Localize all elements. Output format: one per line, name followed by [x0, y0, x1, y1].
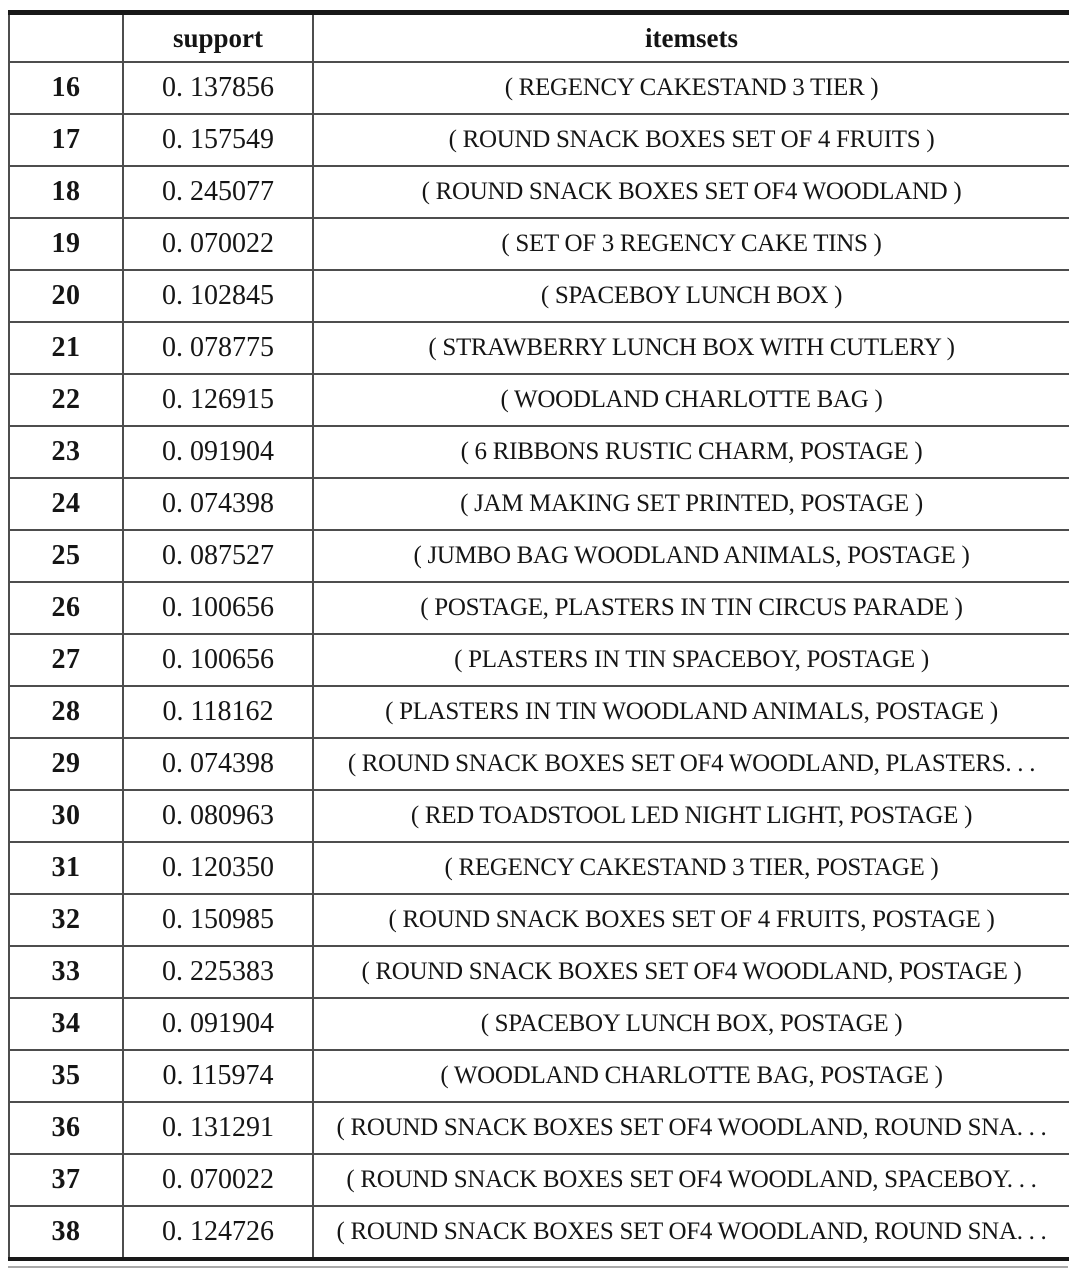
itemsets-cell: ( SPACEBOY LUNCH BOX ) — [313, 270, 1069, 322]
itemsets-cell: ( WOODLAND CHARLOTTE BAG ) — [313, 374, 1069, 426]
support-value-cell: 0. 091904 — [123, 998, 313, 1050]
table-body — [9, 62, 1069, 1259]
support-value-cell: 0. 100656 — [123, 582, 313, 634]
row-index-cell: 22 — [9, 374, 123, 426]
header-row — [9, 13, 1069, 63]
table-row — [9, 894, 1069, 946]
header-cell-support: support — [123, 13, 313, 63]
row-index-cell: 33 — [9, 946, 123, 998]
row-index-cell: 26 — [9, 582, 123, 634]
support-value-cell: 0. 131291 — [123, 1102, 313, 1154]
row-index-cell: 18 — [9, 166, 123, 218]
support-value-cell: 0. 074398 — [123, 478, 313, 530]
row-index-cell: 16 — [9, 62, 123, 114]
table-row — [9, 1154, 1069, 1206]
itemsets-cell: ( REGENCY CAKESTAND 3 TIER, POSTAGE ) — [313, 842, 1069, 894]
itemsets-cell: ( JAM MAKING SET PRINTED, POSTAGE ) — [313, 478, 1069, 530]
support-value-cell: 0. 137856 — [123, 62, 313, 114]
header-cell-index — [9, 13, 123, 63]
row-index-cell: 17 — [9, 114, 123, 166]
table-frame — [8, 10, 1068, 1268]
table-row — [9, 374, 1069, 426]
table-row — [9, 62, 1069, 114]
table-row — [9, 582, 1069, 634]
table-row — [9, 1206, 1069, 1259]
row-index-cell: 35 — [9, 1050, 123, 1102]
table-row — [9, 946, 1069, 998]
support-value-cell: 0. 078775 — [123, 322, 313, 374]
support-value-cell: 0. 118162 — [123, 686, 313, 738]
table-row — [9, 426, 1069, 478]
row-index-cell: 32 — [9, 894, 123, 946]
row-index-cell: 25 — [9, 530, 123, 582]
itemsets-cell: ( ROUND SNACK BOXES SET OF4 WOODLAND, ROUND SNA. . . — [313, 1206, 1069, 1259]
table-row — [9, 218, 1069, 270]
support-value-cell: 0. 102845 — [123, 270, 313, 322]
support-value-cell: 0. 070022 — [123, 1154, 313, 1206]
itemsets-cell: ( ROUND SNACK BOXES SET OF4 WOODLAND, POSTAGE ) — [313, 946, 1069, 998]
row-index-cell: 20 — [9, 270, 123, 322]
table-row — [9, 842, 1069, 894]
row-index-cell: 36 — [9, 1102, 123, 1154]
support-value-cell: 0. 126915 — [123, 374, 313, 426]
itemsets-cell: ( SPACEBOY LUNCH BOX, POSTAGE ) — [313, 998, 1069, 1050]
itemsets-cell: ( ROUND SNACK BOXES SET OF 4 FRUITS ) — [313, 114, 1069, 166]
row-index-cell: 24 — [9, 478, 123, 530]
support-value-cell: 0. 115974 — [123, 1050, 313, 1102]
table-row — [9, 1050, 1069, 1102]
table-row — [9, 686, 1069, 738]
support-value-cell: 0. 225383 — [123, 946, 313, 998]
support-value-cell: 0. 100656 — [123, 634, 313, 686]
row-index-cell: 30 — [9, 790, 123, 842]
row-index-cell: 38 — [9, 1206, 123, 1259]
row-index-cell: 19 — [9, 218, 123, 270]
support-value-cell: 0. 091904 — [123, 426, 313, 478]
table-row — [9, 738, 1069, 790]
itemsets-cell: ( WOODLAND CHARLOTTE BAG, POSTAGE ) — [313, 1050, 1069, 1102]
itemsets-cell: ( ROUND SNACK BOXES SET OF4 WOODLAND, ROUND SNA. . . — [313, 1102, 1069, 1154]
support-value-cell: 0. 087527 — [123, 530, 313, 582]
table-row — [9, 530, 1069, 582]
support-value-cell: 0. 150985 — [123, 894, 313, 946]
support-value-cell: 0. 157549 — [123, 114, 313, 166]
row-index-cell: 31 — [9, 842, 123, 894]
itemsets-cell: ( ROUND SNACK BOXES SET OF4 WOODLAND ) — [313, 166, 1069, 218]
row-index-cell: 37 — [9, 1154, 123, 1206]
row-index-cell: 21 — [9, 322, 123, 374]
itemsets-cell: ( ROUND SNACK BOXES SET OF4 WOODLAND, PLASTERS. . . — [313, 738, 1069, 790]
itemsets-cell: ( PLASTERS IN TIN WOODLAND ANIMALS, POSTAGE ) — [313, 686, 1069, 738]
row-index-cell: 28 — [9, 686, 123, 738]
row-index-cell: 29 — [9, 738, 123, 790]
table-row — [9, 1102, 1069, 1154]
row-index-cell: 23 — [9, 426, 123, 478]
table-header — [9, 13, 1069, 63]
itemsets-cell: ( RED TOADSTOOL LED NIGHT LIGHT, POSTAGE ) — [313, 790, 1069, 842]
itemsets-cell: ( ROUND SNACK BOXES SET OF 4 FRUITS, POSTAGE ) — [313, 894, 1069, 946]
itemsets-cell: ( REGENCY CAKESTAND 3 TIER ) — [313, 62, 1069, 114]
row-index-cell: 34 — [9, 998, 123, 1050]
itemsets-cell: ( PLASTERS IN TIN SPACEBOY, POSTAGE ) — [313, 634, 1069, 686]
itemsets-cell: ( SET OF 3 REGENCY CAKE TINS ) — [313, 218, 1069, 270]
support-value-cell: 0. 080963 — [123, 790, 313, 842]
itemsets-cell: ( ROUND SNACK BOXES SET OF4 WOODLAND, SPACEBOY. . . — [313, 1154, 1069, 1206]
support-value-cell: 0. 070022 — [123, 218, 313, 270]
itemsets-cell: ( POSTAGE, PLASTERS IN TIN CIRCUS PARADE ) — [313, 582, 1069, 634]
table-row — [9, 790, 1069, 842]
support-value-cell: 0. 074398 — [123, 738, 313, 790]
table-row — [9, 114, 1069, 166]
table-row — [9, 322, 1069, 374]
table-row — [9, 998, 1069, 1050]
table-row — [9, 270, 1069, 322]
support-value-cell: 0. 120350 — [123, 842, 313, 894]
support-value-cell: 0. 245077 — [123, 166, 313, 218]
support-value-cell: 0. 124726 — [123, 1206, 313, 1259]
itemsets-cell: ( 6 RIBBONS RUSTIC CHARM, POSTAGE ) — [313, 426, 1069, 478]
table-row — [9, 634, 1069, 686]
itemsets-cell: ( JUMBO BAG WOODLAND ANIMALS, POSTAGE ) — [313, 530, 1069, 582]
table-row — [9, 478, 1069, 530]
row-index-cell: 27 — [9, 634, 123, 686]
header-cell-itemsets: itemsets — [313, 13, 1069, 63]
frequent-itemsets-table — [8, 10, 1069, 1261]
table-row — [9, 166, 1069, 218]
itemsets-cell: ( STRAWBERRY LUNCH BOX WITH CUTLERY ) — [313, 322, 1069, 374]
